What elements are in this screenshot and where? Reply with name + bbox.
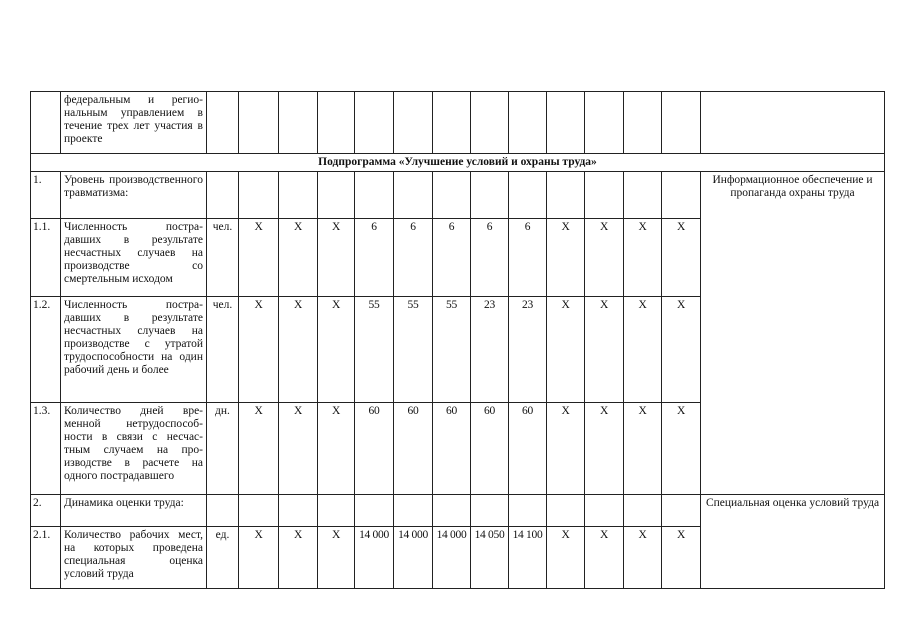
value-cell: Х <box>239 527 279 589</box>
value-cell: 6 <box>355 219 394 297</box>
value-cell: Х <box>624 219 662 297</box>
indicator-name-cell: Количество дней вре-менной нетрудоспособ-ности в связи с несчас-тным случаем на про-изводстве в расчете на одного пострадавшего <box>61 403 207 495</box>
value-cell: 14 000 <box>355 527 394 589</box>
table-row <box>31 172 885 219</box>
value-cell: Х <box>662 297 701 403</box>
value-cell: Х <box>279 219 318 297</box>
row-number-cell: 1.2. <box>31 297 61 403</box>
indicator-name-cell: Численность постра-давших в результате несчастных случаев на производстве со смертельным исходом <box>61 219 207 297</box>
value-cell: 60 <box>433 403 471 495</box>
value-cell: Х <box>662 219 701 297</box>
value-cell: Х <box>662 403 701 495</box>
indicator-name-cell: Динамика оценки труда: <box>61 495 207 527</box>
value-cell: Х <box>318 297 355 403</box>
value-cell: 6 <box>433 219 471 297</box>
activity-note-cell: Специальная оценка условий труда <box>701 495 885 589</box>
value-cell: Х <box>279 297 318 403</box>
value-cell: 14 000 <box>394 527 433 589</box>
value-cell: 60 <box>471 403 509 495</box>
value-cell: 60 <box>394 403 433 495</box>
activity-note-cell: Информационное обеспечение и пропаганда охраны труда <box>701 172 885 495</box>
value-cell: 6 <box>509 219 547 297</box>
section-title: Подпрограмма «Улучшение условий и охраны труда» <box>31 154 885 172</box>
value-cell: Х <box>318 403 355 495</box>
indicator-name-cell: федеральным и регио-нальным управлением в течение трех лет участия в проекте <box>61 92 207 154</box>
indicator-name-cell: Уровень производственного травматизма: <box>61 172 207 219</box>
section-header-row <box>31 154 885 172</box>
value-cell: Х <box>547 297 585 403</box>
row-number-cell: 1.1. <box>31 219 61 297</box>
value-cell: Х <box>585 297 624 403</box>
row-number-cell: 2.1. <box>31 527 61 589</box>
value-cell: 60 <box>509 403 547 495</box>
value-cell: Х <box>662 527 701 589</box>
indicators-table <box>30 91 885 589</box>
value-cell: 6 <box>471 219 509 297</box>
value-cell: 14 000 <box>433 527 471 589</box>
value-cell: Х <box>318 219 355 297</box>
value-cell: Х <box>547 219 585 297</box>
value-cell: 55 <box>433 297 471 403</box>
value-cell: Х <box>624 403 662 495</box>
unit-cell: дн. <box>207 403 239 495</box>
value-cell: Х <box>239 403 279 495</box>
value-cell: 14 100 <box>509 527 547 589</box>
row-number-cell: 1.3. <box>31 403 61 495</box>
table-row <box>31 92 885 154</box>
unit-cell: чел. <box>207 297 239 403</box>
row-number-cell <box>31 92 61 154</box>
value-cell: Х <box>279 527 318 589</box>
value-cell: 23 <box>471 297 509 403</box>
value-cell: Х <box>547 527 585 589</box>
unit-cell: ед. <box>207 527 239 589</box>
value-cell: 23 <box>509 297 547 403</box>
value-cell: Х <box>318 527 355 589</box>
value-cell: 14 050 <box>471 527 509 589</box>
unit-cell: чел. <box>207 219 239 297</box>
indicator-name-cell: Численность постра-давших в результате несчастных случаев на производстве с утратой трудоспособности на один рабочий день и более <box>61 297 207 403</box>
value-cell: Х <box>279 403 318 495</box>
table-row <box>31 495 885 527</box>
value-cell: 55 <box>394 297 433 403</box>
indicator-name-cell: Количество рабочих мест, на которых проведена специальная оценка условий труда <box>61 527 207 589</box>
value-cell: Х <box>624 527 662 589</box>
value-cell: Х <box>547 403 585 495</box>
value-cell: Х <box>585 527 624 589</box>
row-number-cell: 2. <box>31 495 61 527</box>
value-cell: Х <box>239 219 279 297</box>
value-cell: 6 <box>394 219 433 297</box>
row-number-cell: 1. <box>31 172 61 219</box>
value-cell: Х <box>624 297 662 403</box>
value-cell: Х <box>585 403 624 495</box>
value-cell: Х <box>239 297 279 403</box>
value-cell: Х <box>585 219 624 297</box>
value-cell: 55 <box>355 297 394 403</box>
value-cell: 60 <box>355 403 394 495</box>
